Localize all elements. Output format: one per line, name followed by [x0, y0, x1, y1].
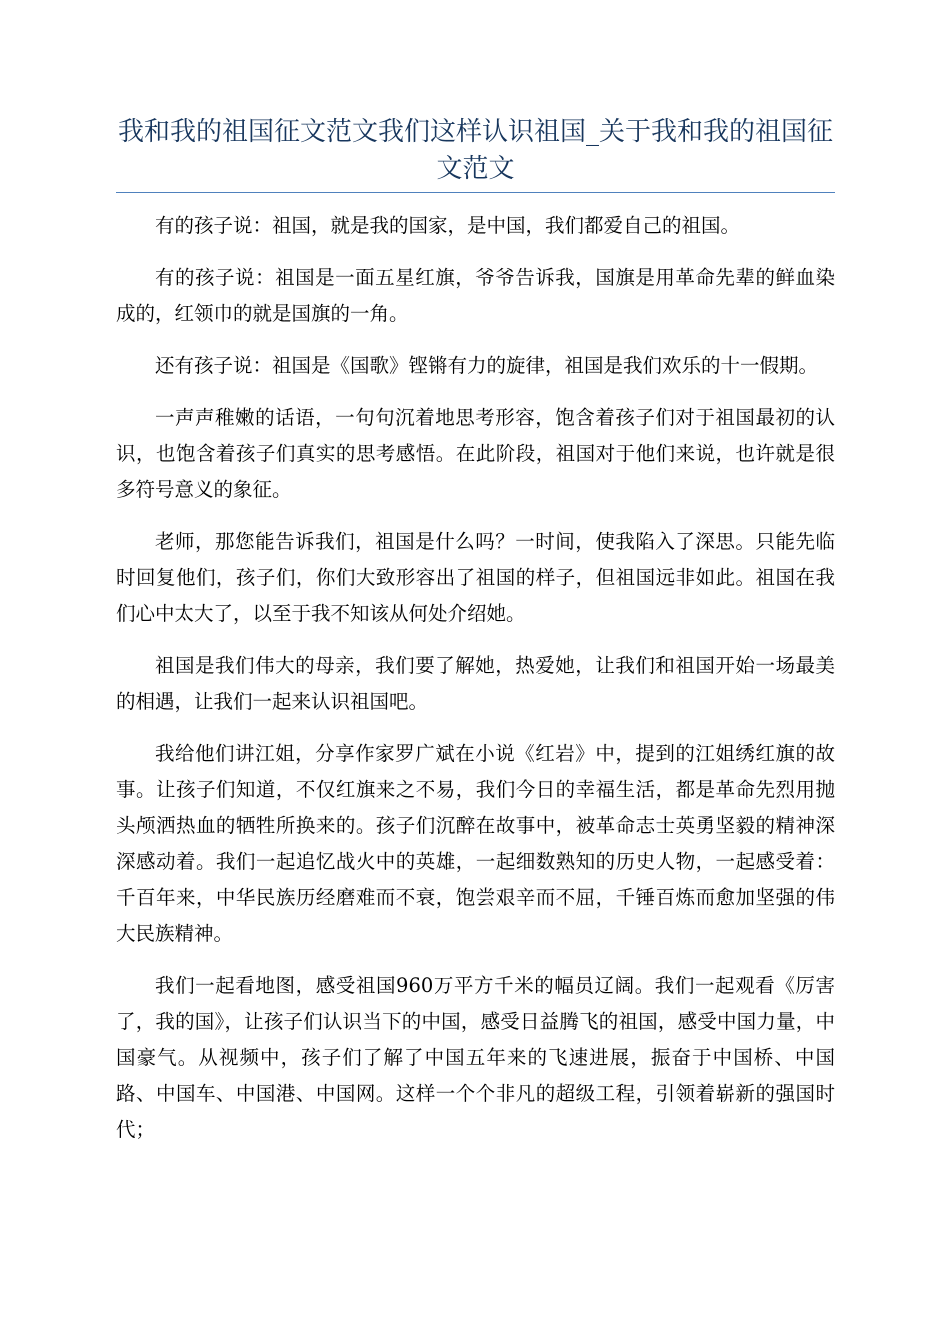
document-body — [116, 208, 835, 1164]
paragraph: 我给他们讲江姐，分享作家罗广斌在小说《红岩》中，提到的江姐绣红旗的故事。让孩子们知道，不仅红旗来之不易，我们今日的幸福生活，都是革命先烈用抛头颅洒热血的牺牲所换来的。孩子们沉醉在故事中，被革命志士英勇坚毅的精神深深感动着。我们一起追忆战火中的英雄，一起细数熟知的历史人物，一起感受着：千百年来，中华民族历经磨难而不衰，饱尝艰辛而不屈，千锤百炼而愈加坚强的伟大民族精神。 — [116, 742, 835, 945]
paragraph: 老师，那您能告诉我们，祖国是什么吗？一时间，使我陷入了深思。只能先临时回复他们，孩子们，你们大致形容出了祖国的样子，但祖国远非如此。祖国在我们心中太大了，以至于我不知该从何处介绍她。 — [116, 530, 835, 625]
paragraph: 我们一起看地图，感受祖国960万平方千米的幅员辽阔。我们一起观看《厉害了，我的国》，让孩子们认识当下的中国，感受日益腾飞的祖国，感受中国力量，中国豪气。从视频中，孩子们了解了中国五年来的飞速进展，振奋于中国桥、中国路、中国车、中国港、中国网。这样一个个非凡的超级工程，引领着崭新的强国时代； — [116, 974, 835, 1141]
paragraph: 还有孩子说：祖国是《国歌》铿锵有力的旋律，祖国是我们欢乐的十一假期。 — [155, 354, 819, 377]
paragraph: 有的孩子说：祖国，就是我的国家，是中国，我们都爱自己的祖国。 — [155, 214, 741, 237]
paragraph: 一声声稚嫩的话语，一句句沉着地思考形容，饱含着孩子们对于祖国最初的认识，也饱含着孩子们真实的思考感悟。在此阶段，祖国对于他们来说，也许就是很多符号意义的象征。 — [116, 406, 835, 501]
title-block — [116, 114, 835, 193]
paragraph: 祖国是我们伟大的母亲，我们要了解她，热爱她，让我们和祖国开始一场最美的相遇，让我们一起来认识祖国吧。 — [116, 654, 835, 713]
document-title: 我和我的祖国征文范文我们这样认识祖国_关于我和我的祖国征文范文 — [117, 117, 833, 184]
paragraph: 有的孩子说：祖国是一面五星红旗，爷爷告诉我，国旗是用革命先辈的鲜血染成的，红领巾的就是国旗的一角。 — [116, 266, 835, 325]
